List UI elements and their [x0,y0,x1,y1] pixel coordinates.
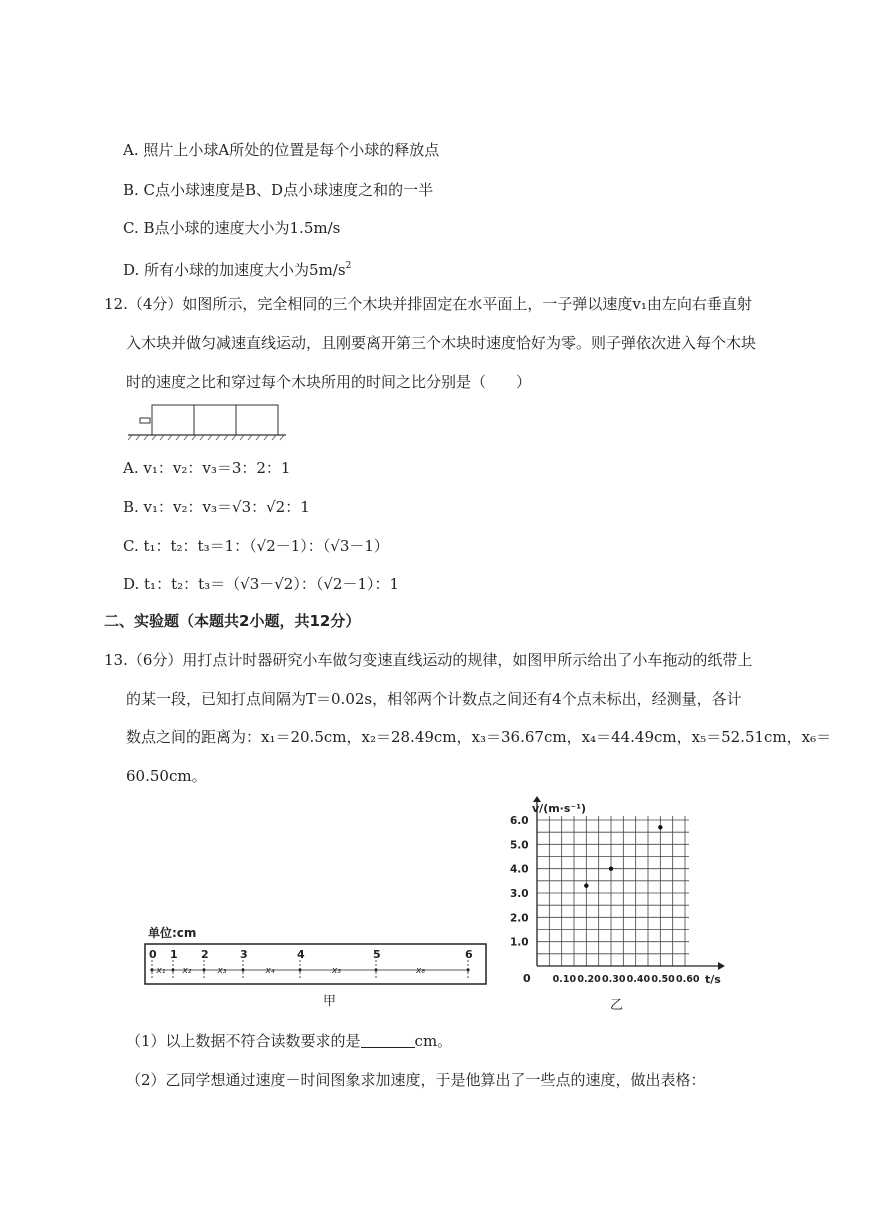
data-point-3 [658,825,662,829]
q13-stem-line4: 60.50cm。 [126,767,207,785]
q11-option-a: A. 照片上小球A所处的位置是每个小球的释放点 [123,141,440,159]
x-tick-label-0.40: 0.40 [626,974,651,985]
section-heading: 二、实验题（本题共2小题，共12分） [104,612,361,630]
tape-point-label-6: 6 [465,948,473,961]
tape-point-label-2: 2 [201,948,209,961]
q12-option-a: A. v₁：v₂：v₃＝3：2：1 [123,459,291,477]
data-point-1 [584,884,588,888]
tape-point-label-4: 4 [297,948,305,961]
x-tick-label-0.10: 0.10 [552,974,577,985]
ground-hatching [128,435,284,440]
q11-option-c: C. B点小球的速度大小为1.5m/s [123,219,341,237]
origin-label: 0 [523,972,531,985]
q13-stem-line3: 数点之间的距离为：x₁＝20.5cm，x₂＝28.49cm，x₃＝36.67cm，x₄＝44.49cm，x₅＝52.51cm，x₆＝ [126,728,832,746]
v-t-graph [500,796,725,1028]
q12-stem-line2: 入木块并做匀减速直线运动，且刚要离开第三个木块时速度恰好为零。则子弹依次进入每个木块 [126,334,757,352]
x-tick-label-0.20: 0.20 [577,974,601,985]
q13-stem-line1: 13.（6分）用打点计时器研究小车做匀变速直线运动的规律，如图甲所示给出了小车拖动的纸带上 [104,651,753,669]
q11-option-d-exponent: 2 [345,261,352,271]
q12-option-d: D. t₁：t₂：t₃＝（√3－√2）：（√2－1）：1 [123,575,400,593]
y-tick-label-3.0: 3.0 [510,888,529,900]
y-tick-label-6.0: 6.0 [510,815,529,827]
tape-dot-5 [374,968,377,971]
y-tick-label-1.0: 1.0 [510,936,529,949]
q13-part1 [126,1031,452,1051]
tape-point-label-1: 1 [170,948,178,961]
x-axis-label: t/s [705,973,721,986]
tape-segment-label-1: x₁ [156,966,166,976]
tape-segment-label-3: x₃ [217,966,227,976]
q13-part1-unit: cm。 [414,1032,453,1050]
tape-segment-label-6: x₆ [416,966,425,976]
q13-stem-line2: 的某一段，已知打点间隔为T＝0.02s，相邻两个计数点之间还有4个点未标出，经测量，各计 [126,690,742,708]
q11-option-d [123,256,351,280]
x-tick-label-0.60: 0.60 [676,974,700,985]
tape-unit-label: 单位:cm [148,926,197,940]
wood-block-3 [236,405,278,435]
bullet-icon [140,418,150,423]
chart-grid [537,816,689,966]
wood-block-2 [194,405,236,435]
tape-dot-3 [241,968,244,971]
q12-stem-line3: 时的速度之比和穿过每个木块所用的时间之比分别是（ ） [126,373,532,391]
tape-dot-1 [171,968,174,971]
q13-part2: （2）乙同学想通过速度－时间图象求加速度，于是他算出了一些点的速度，做出表格： [126,1071,706,1089]
answer-blank[interactable] [361,1033,415,1048]
y-tick-label-5.0: 5.0 [510,839,529,852]
q12-stem-line1: 12.（4分）如图所示，完全相同的三个木块并排固定在水平面上，一子弹以速度v₁由左向右垂直射 [104,295,752,313]
y-axis-label: v/(m·s⁻¹) [532,802,587,815]
tape-point-label-3: 3 [240,948,248,961]
x-tick-label-0.30: 0.30 [602,974,626,985]
x-tick-label-0.50: 0.50 [651,974,675,985]
tape-dot-4 [298,968,301,971]
q13-part1-text: （1）以上数据不符合读数要求的是 [126,1032,361,1050]
data-point-2 [609,866,613,870]
tape-segment-label-5: x₃ [332,966,341,976]
tape-dot-6 [466,968,469,971]
tape-dot-2 [202,968,205,971]
q11-option-d-text: D. 所有小球的加速度大小为5m/s [123,261,346,279]
tape-caption: 甲 [323,994,337,1009]
tape-point-label-5: 5 [373,948,381,961]
wood-blocks-figure [126,402,291,442]
tape-segment-label-4: x₄ [265,966,275,976]
tape-segment-label-2: x₂ [182,966,192,976]
paper-tape-figure [140,922,495,1017]
x-axis-arrow-icon [718,962,725,970]
q12-option-b: B. v₁：v₂：v₃＝√3：√2：1 [123,498,310,516]
y-tick-label-4.0: 4.0 [510,863,529,876]
wood-block-1 [152,405,194,435]
q12-option-c: C. t₁：t₂：t₃＝1：（√2－1）：（√3－1） [123,537,389,555]
tape-frame [145,944,486,984]
y-tick-label-2.0: 2.0 [510,912,529,925]
q11-option-b: B. C点小球速度是B、D点小球速度之和的一半 [123,181,434,199]
tape-dot-0 [150,968,153,971]
chart-caption: 乙 [610,998,624,1013]
tape-point-label-0: 0 [149,948,157,961]
